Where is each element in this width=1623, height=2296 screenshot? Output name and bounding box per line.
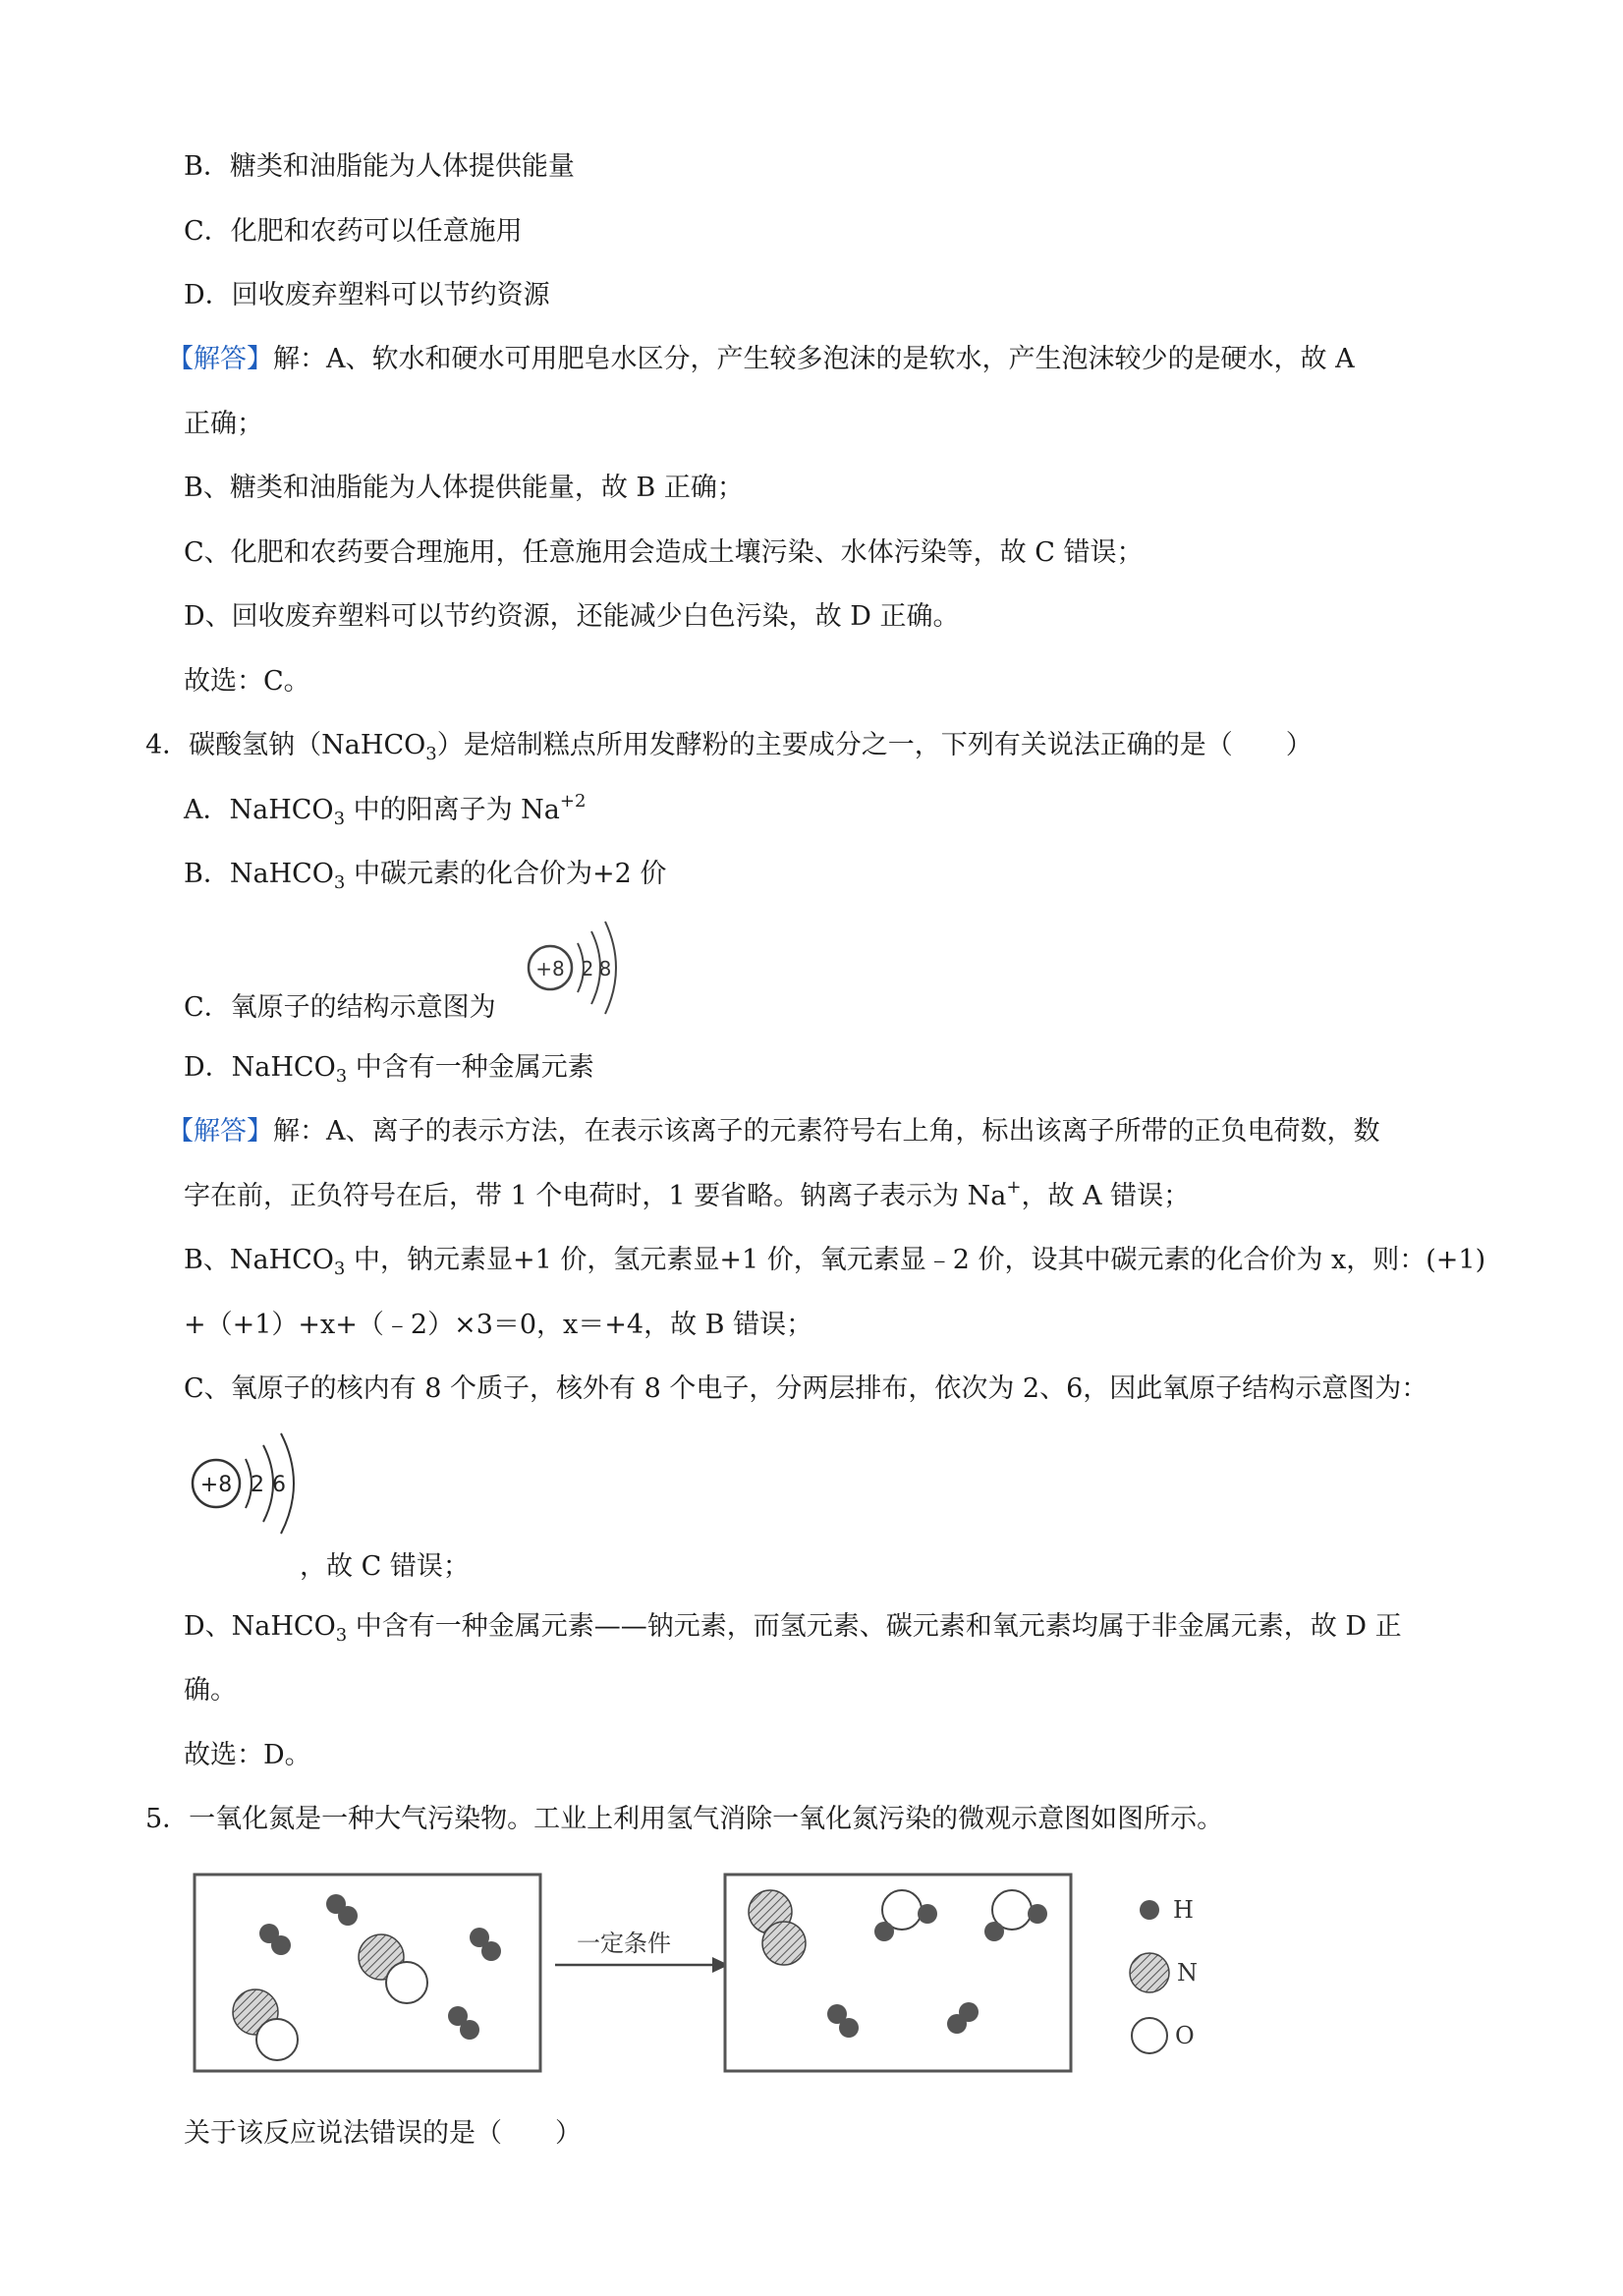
subscript: 3 [425,744,437,764]
option-text: D．NaHCO [184,1052,336,1083]
nucleus-label: +8 [199,1473,233,1497]
legend-o-label: O [1175,2022,1195,2049]
q4-choice: 故选：D。 [184,1740,311,1770]
option-text: 中含有一种金属元素 [347,1052,594,1083]
q3-option-d: D．回收废弃塑料可以节约资源 [184,280,550,310]
legend-o-symbol [1132,2018,1167,2053]
q4-answer-line-6: ，故 C 错误； [300,1551,470,1582]
q3-option-b: B．糖类和油脂能为人体提供能量 [184,151,575,182]
q4-answer-line-4: +（+1）+x+（﹣2）×3＝0，x＝+4，故 B 错误； [184,1310,813,1340]
q3-answer-line-4: C、化肥和农药要合理施用，任意施用会造成土壤污染、水体污染等，故 C 错误； [184,537,1144,568]
legend-n-label: N [1177,1959,1198,1987]
subscript: 3 [335,1625,348,1646]
answer-text: D、NaHCO [184,1611,336,1642]
oxygen-atom-diagram-correct [185,1429,312,1538]
subscript: 3 [333,872,346,893]
answer-text: 字在前，正负符号在后，带 1 个电荷时，1 要省略。钠离子表示为 Na [184,1181,1007,1211]
q3-answer-line-3: B、糖类和油脂能为人体提供能量，故 B 正确； [184,473,744,503]
legend-h-symbol [1140,1900,1159,1920]
q4-answer-line-1 [167,1112,1380,1151]
q4-answer-line-8: 确。 [184,1675,237,1706]
option-text: 中碳元素的化合价为+2 价 [345,859,667,889]
answer-tag: 【解答】 [167,344,273,374]
subscript: 3 [333,809,346,829]
answer-text: 中含有一种金属元素——钠元素，而氢元素、碳元素和氧元素均属于非金属元素，故 D 正 [347,1611,1402,1642]
answer-text: 解：A、离子的表示方法，在表示该离子的元素符号右上角，标出该离子所带的正负电荷数，数 [273,1116,1380,1147]
option-text: A．NaHCO [184,795,334,825]
oxygen-atom-diagram-wrong [521,914,629,1022]
shell-2-count: 8 [598,957,612,980]
answer-tag: 【解答】 [167,1116,273,1147]
arrow-condition-label: 一定条件 [577,1930,671,1957]
q4-answer-line-2 [184,1177,1190,1216]
q5-stem: 5．一氧化氮是一种大气污染物。工业上利用氢气消除一氧化氮污染的微观示意图如图所示。 [145,1804,1224,1834]
answer-text: 解：A、软水和硬水可用肥皂水区分，产生较多泡沫的是软水，产生泡沫较少的是硬水，故 A [273,344,1355,374]
q4-stem [145,726,1313,765]
answer-text: 中，钠元素显+1 价，氢元素显+1 价，氧元素显﹣2 价，设其中碳元素的化合价为 x，则：(+1) [345,1245,1486,1275]
subscript: 3 [335,1066,348,1087]
q4-answer-line-3 [184,1241,1485,1280]
shell-1-count: 2 [251,1473,264,1497]
q4-option-a [184,791,586,830]
reaction-arrow [555,1930,729,1973]
legend-n-symbol [1130,1953,1169,1992]
q5-question: 关于该反应说法错误的是（ ） [184,2118,582,2149]
q3-option-c: C．化肥和农药可以任意施用 [184,216,523,247]
legend [1130,1896,1198,2053]
answer-text: B、NaHCO [184,1245,334,1275]
q4-answer-line-5: C、氧原子的核内有 8 个质子，核外有 8 个电子，分两层排布，依次为 2、6，因此氧原子结构示意图为： [184,1373,1428,1404]
q4-option-d [184,1048,594,1088]
q4-option-b [184,855,666,894]
answer-text: ，故 A 错误； [1021,1181,1191,1211]
q3-choice: 故选：C。 [184,666,310,697]
q4-stem-part: ）是焙制糕点所用发酵粉的主要成分之一，下列有关说法正确的是（ ） [436,730,1313,760]
q3-answer-line-1 [167,340,1355,379]
superscript: +2 [559,791,587,812]
option-text: 中的阳离子为 Na [345,795,560,825]
shell-2-count: 6 [272,1473,286,1497]
superscript: + [1006,1177,1022,1198]
shell-1-count: 2 [581,957,594,980]
q4-option-c: C．氧原子的结构示意图为 [184,992,496,1023]
q3-answer-line-5: D、回收废弃塑料可以节约资源，还能减少白色污染，故 D 正确。 [184,601,960,632]
reaction-micro-diagram [187,1867,1228,2083]
q4-answer-line-7 [184,1607,1402,1647]
nucleus-label: +8 [535,957,565,980]
option-text: B．NaHCO [184,859,334,889]
q3-answer-line-2: 正确； [184,409,263,439]
legend-h-label: H [1173,1896,1194,1924]
subscript: 3 [333,1259,346,1279]
q4-stem-part: 4．碳酸氢钠（NaHCO [145,730,426,760]
